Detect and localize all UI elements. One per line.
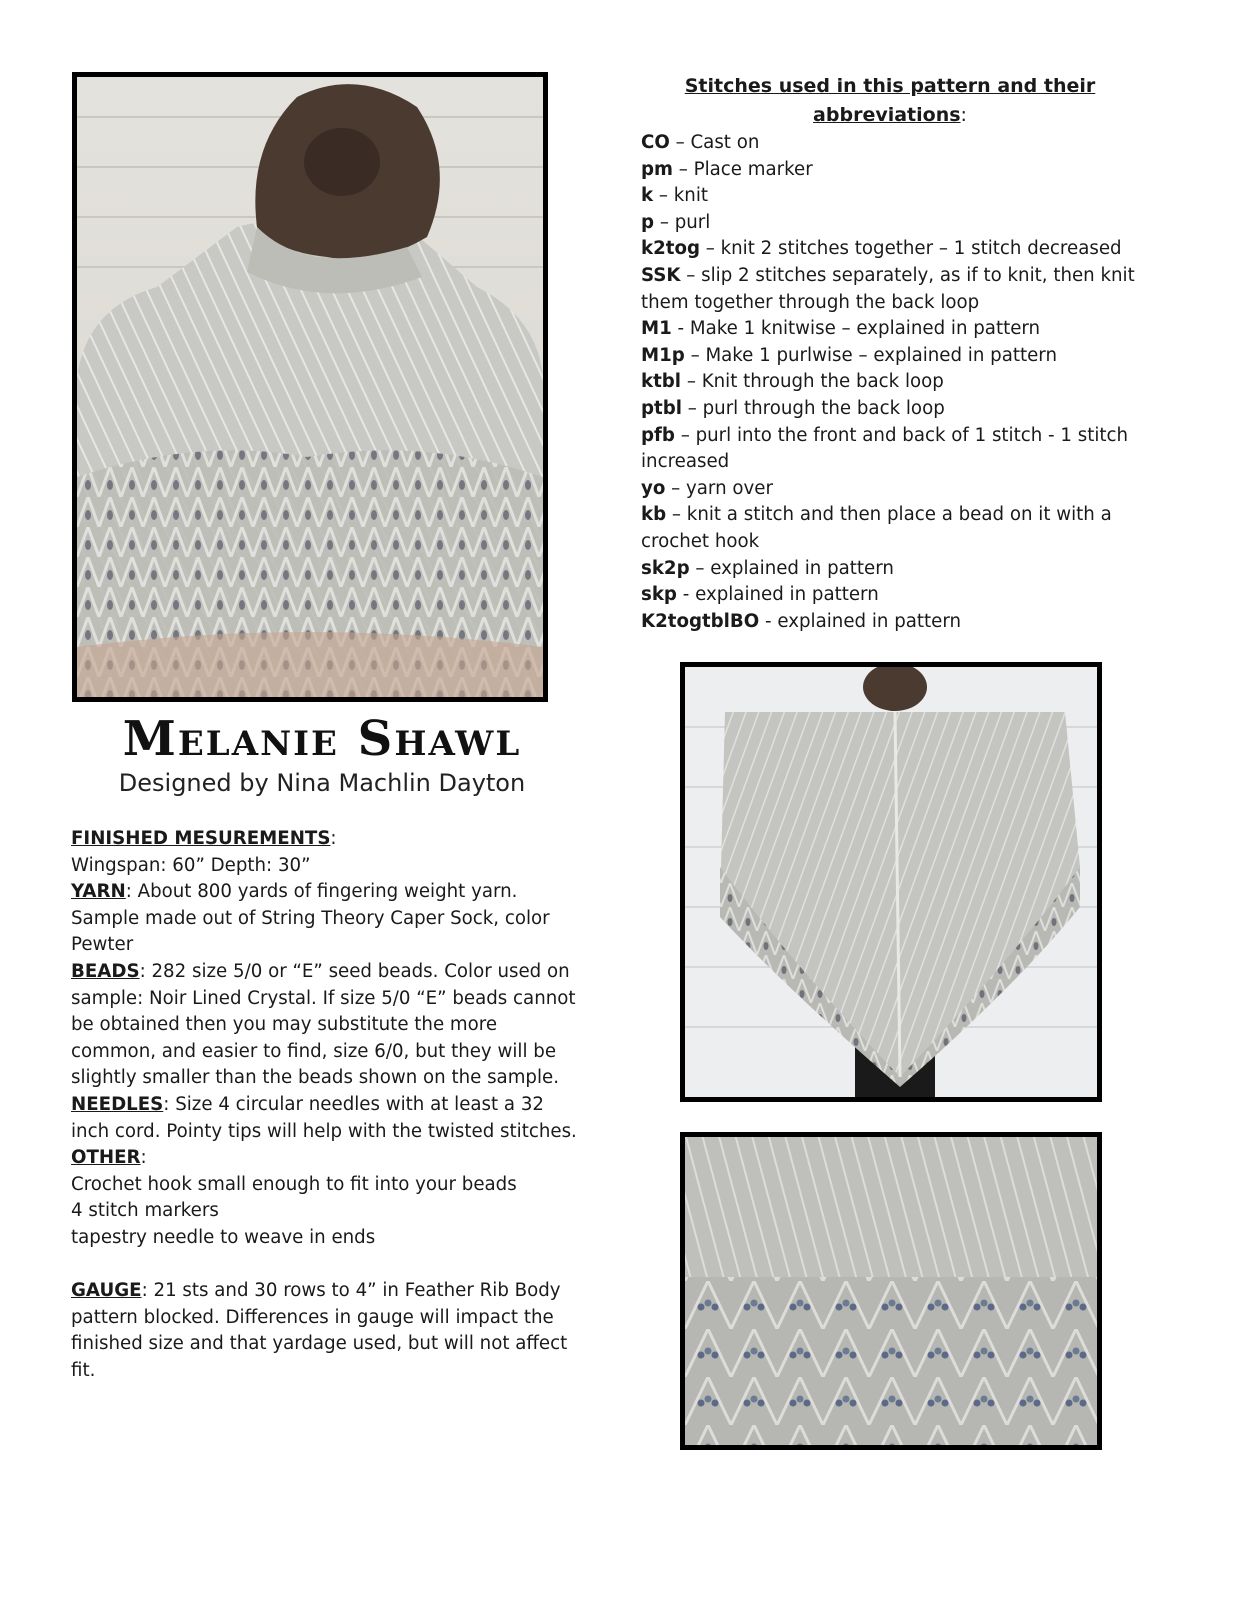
- stitch-row: [641, 343, 1137, 370]
- stitch-row: [641, 476, 1137, 503]
- stitch-description: – Knit through the back loop: [681, 371, 944, 393]
- specifications-section: [71, 826, 583, 1384]
- designer-credit: Designed by Nina Machlin Dayton: [118, 769, 526, 797]
- stitch-abbreviation: skp: [641, 584, 677, 606]
- stitch-abbreviation: yo: [641, 477, 666, 499]
- stitch-row: [641, 582, 1137, 609]
- stitch-description: – slip 2 stitches separately, as if to knit, then knit them together through the back loop: [641, 264, 1135, 313]
- spec-beads: BEADS: 282 size 5/0 or “E” seed beads. Color used on sample: Noir Lined Crystal. If size 5/0 “E” beads cannot be obtained then you may substitute the more common, and easier to find, size 6/0, but they will be slightly smaller than the beads shown on the sample.: [71, 960, 576, 1089]
- stitch-abbreviation: kb: [641, 504, 667, 526]
- spec-label: OTHER: [71, 1147, 141, 1169]
- stitch-row: [641, 130, 1137, 157]
- stitch-description: – explained in pattern: [689, 557, 894, 579]
- stitch-abbreviation: CO: [641, 132, 670, 153]
- stitch-description: – Place marker: [672, 158, 813, 180]
- stitch-abbreviation: k: [641, 185, 654, 207]
- spec-text: 282 size 5/0 or “E” seed beads. Color used on sample: Noir Lined Crystal. If size 5/0 “E” beads cannot be obtained then you may substitute the more common, and easier to find, size 6/0, but they will be slightly smaller than the beads shown on the sample.: [71, 960, 576, 1089]
- spec-finished: FINISHED MESUREMENTS:: [71, 828, 337, 849]
- spec-other-item: 4 stitch markers: [71, 1200, 219, 1222]
- stitch-description: – purl through the back loop: [681, 397, 945, 419]
- stitches-heading: Stitches used in this pattern and their abbreviations:: [684, 75, 1096, 126]
- stitches-heading-line1: Stitches used in this pattern and their: [684, 75, 1096, 97]
- stitch-description: - explained in pattern: [676, 584, 879, 606]
- stitch-description: – knit: [653, 185, 709, 207]
- stitch-list: [641, 130, 1137, 635]
- stitch-row: [641, 316, 1137, 343]
- stitch-row: [641, 423, 1137, 476]
- stitch-description: – Cast on: [669, 132, 760, 153]
- spec-text: About 800 yards of fingering weight yarn. Sample made out of String Theory Caper Sock, color Pewter: [71, 881, 550, 956]
- stitch-abbreviation: sk2p: [641, 557, 690, 579]
- spacer: [71, 1252, 583, 1279]
- stitch-abbreviation: pm: [641, 158, 673, 180]
- stitch-row: [641, 157, 1137, 184]
- stitch-description: – purl into the front and back of 1 stitch - 1 stitch increased: [641, 424, 1129, 473]
- stitch-row: [641, 369, 1137, 396]
- spec-other: OTHER:: [71, 1147, 147, 1169]
- stitch-row: [641, 396, 1137, 423]
- spec-label: FINISHED MESUREMENTS: [71, 828, 331, 849]
- spec-finished-text: Wingspan: 60” Depth: 30”: [71, 854, 311, 876]
- stitches-heading-line2: abbreviations: [813, 104, 961, 126]
- spec-label: NEEDLES: [71, 1093, 164, 1115]
- stitch-description: - Make 1 knitwise – explained in pattern: [671, 318, 1041, 340]
- spec-text: Size 4 circular needles with at least a 32 inch cord. Pointy tips will help with the twisted stitches.: [71, 1093, 577, 1142]
- stitch-abbreviations-section: [641, 72, 1137, 635]
- photo-lace-closeup: [680, 1132, 1102, 1450]
- stitch-description: - explained in pattern: [759, 610, 962, 632]
- spec-label: YARN: [71, 881, 126, 903]
- stitch-abbreviation: ptbl: [641, 397, 682, 419]
- photo-shawl-back-view: [72, 72, 548, 702]
- stitch-row: [641, 236, 1137, 263]
- stitch-abbreviation: ktbl: [641, 371, 682, 393]
- stitch-abbreviation: pfb: [641, 424, 675, 446]
- stitch-row: [641, 183, 1137, 210]
- shawl-back-image: [77, 77, 543, 697]
- lace-closeup-image: [685, 1137, 1097, 1445]
- stitch-description: – yarn over: [665, 477, 773, 499]
- spec-label: BEADS: [71, 960, 140, 982]
- stitch-abbreviation: M1p: [641, 344, 685, 366]
- spec-yarn: YARN: About 800 yards of fingering weight yarn. Sample made out of String Theory Caper Sock, color Pewter: [71, 881, 550, 956]
- stitch-abbreviation: SSK: [641, 264, 681, 286]
- photo-shawl-spread: [680, 662, 1102, 1102]
- spec-label: GAUGE: [71, 1280, 142, 1302]
- stitch-abbreviation: K2togtblBO: [641, 610, 760, 632]
- spec-other-item: Crochet hook small enough to fit into your beads: [71, 1173, 517, 1195]
- stitch-row: [641, 502, 1137, 555]
- stitch-abbreviation: k2tog: [641, 238, 700, 260]
- stitch-description: – purl: [654, 211, 711, 233]
- spec-needles: NEEDLES: Size 4 circular needles with at least a 32 inch cord. Pointy tips will help with the twisted stitches.: [71, 1093, 577, 1142]
- stitch-abbreviation: M1: [641, 318, 672, 340]
- stitch-abbreviation: p: [641, 211, 655, 233]
- spec-gauge: GAUGE: 21 sts and 30 rows to 4” in Feather Rib Body pattern blocked. Differences in gauge will impact the finished size and that yardage used, but will not affect fit.: [71, 1280, 568, 1381]
- stitch-description: – knit a stitch and then place a bead on it with a crochet hook: [641, 504, 1112, 552]
- spec-text: 21 sts and 30 rows to 4” in Feather Rib Body pattern blocked. Differences in gauge will impact the finished size and that yardage used, but will not affect fit.: [71, 1280, 568, 1381]
- shawl-spread-image: [685, 667, 1097, 1097]
- spec-other-item: tapestry needle to weave in ends: [71, 1226, 376, 1248]
- stitch-row: [641, 609, 1137, 636]
- stitch-row: [641, 556, 1137, 583]
- stitch-row: [641, 263, 1137, 316]
- stitch-row: [641, 210, 1137, 237]
- pattern-title: Melanie Shawl: [122, 711, 522, 767]
- stitch-description: – Make 1 purlwise – explained in pattern: [684, 344, 1057, 366]
- stitch-description: – knit 2 stitches together – 1 stitch decreased: [699, 238, 1122, 260]
